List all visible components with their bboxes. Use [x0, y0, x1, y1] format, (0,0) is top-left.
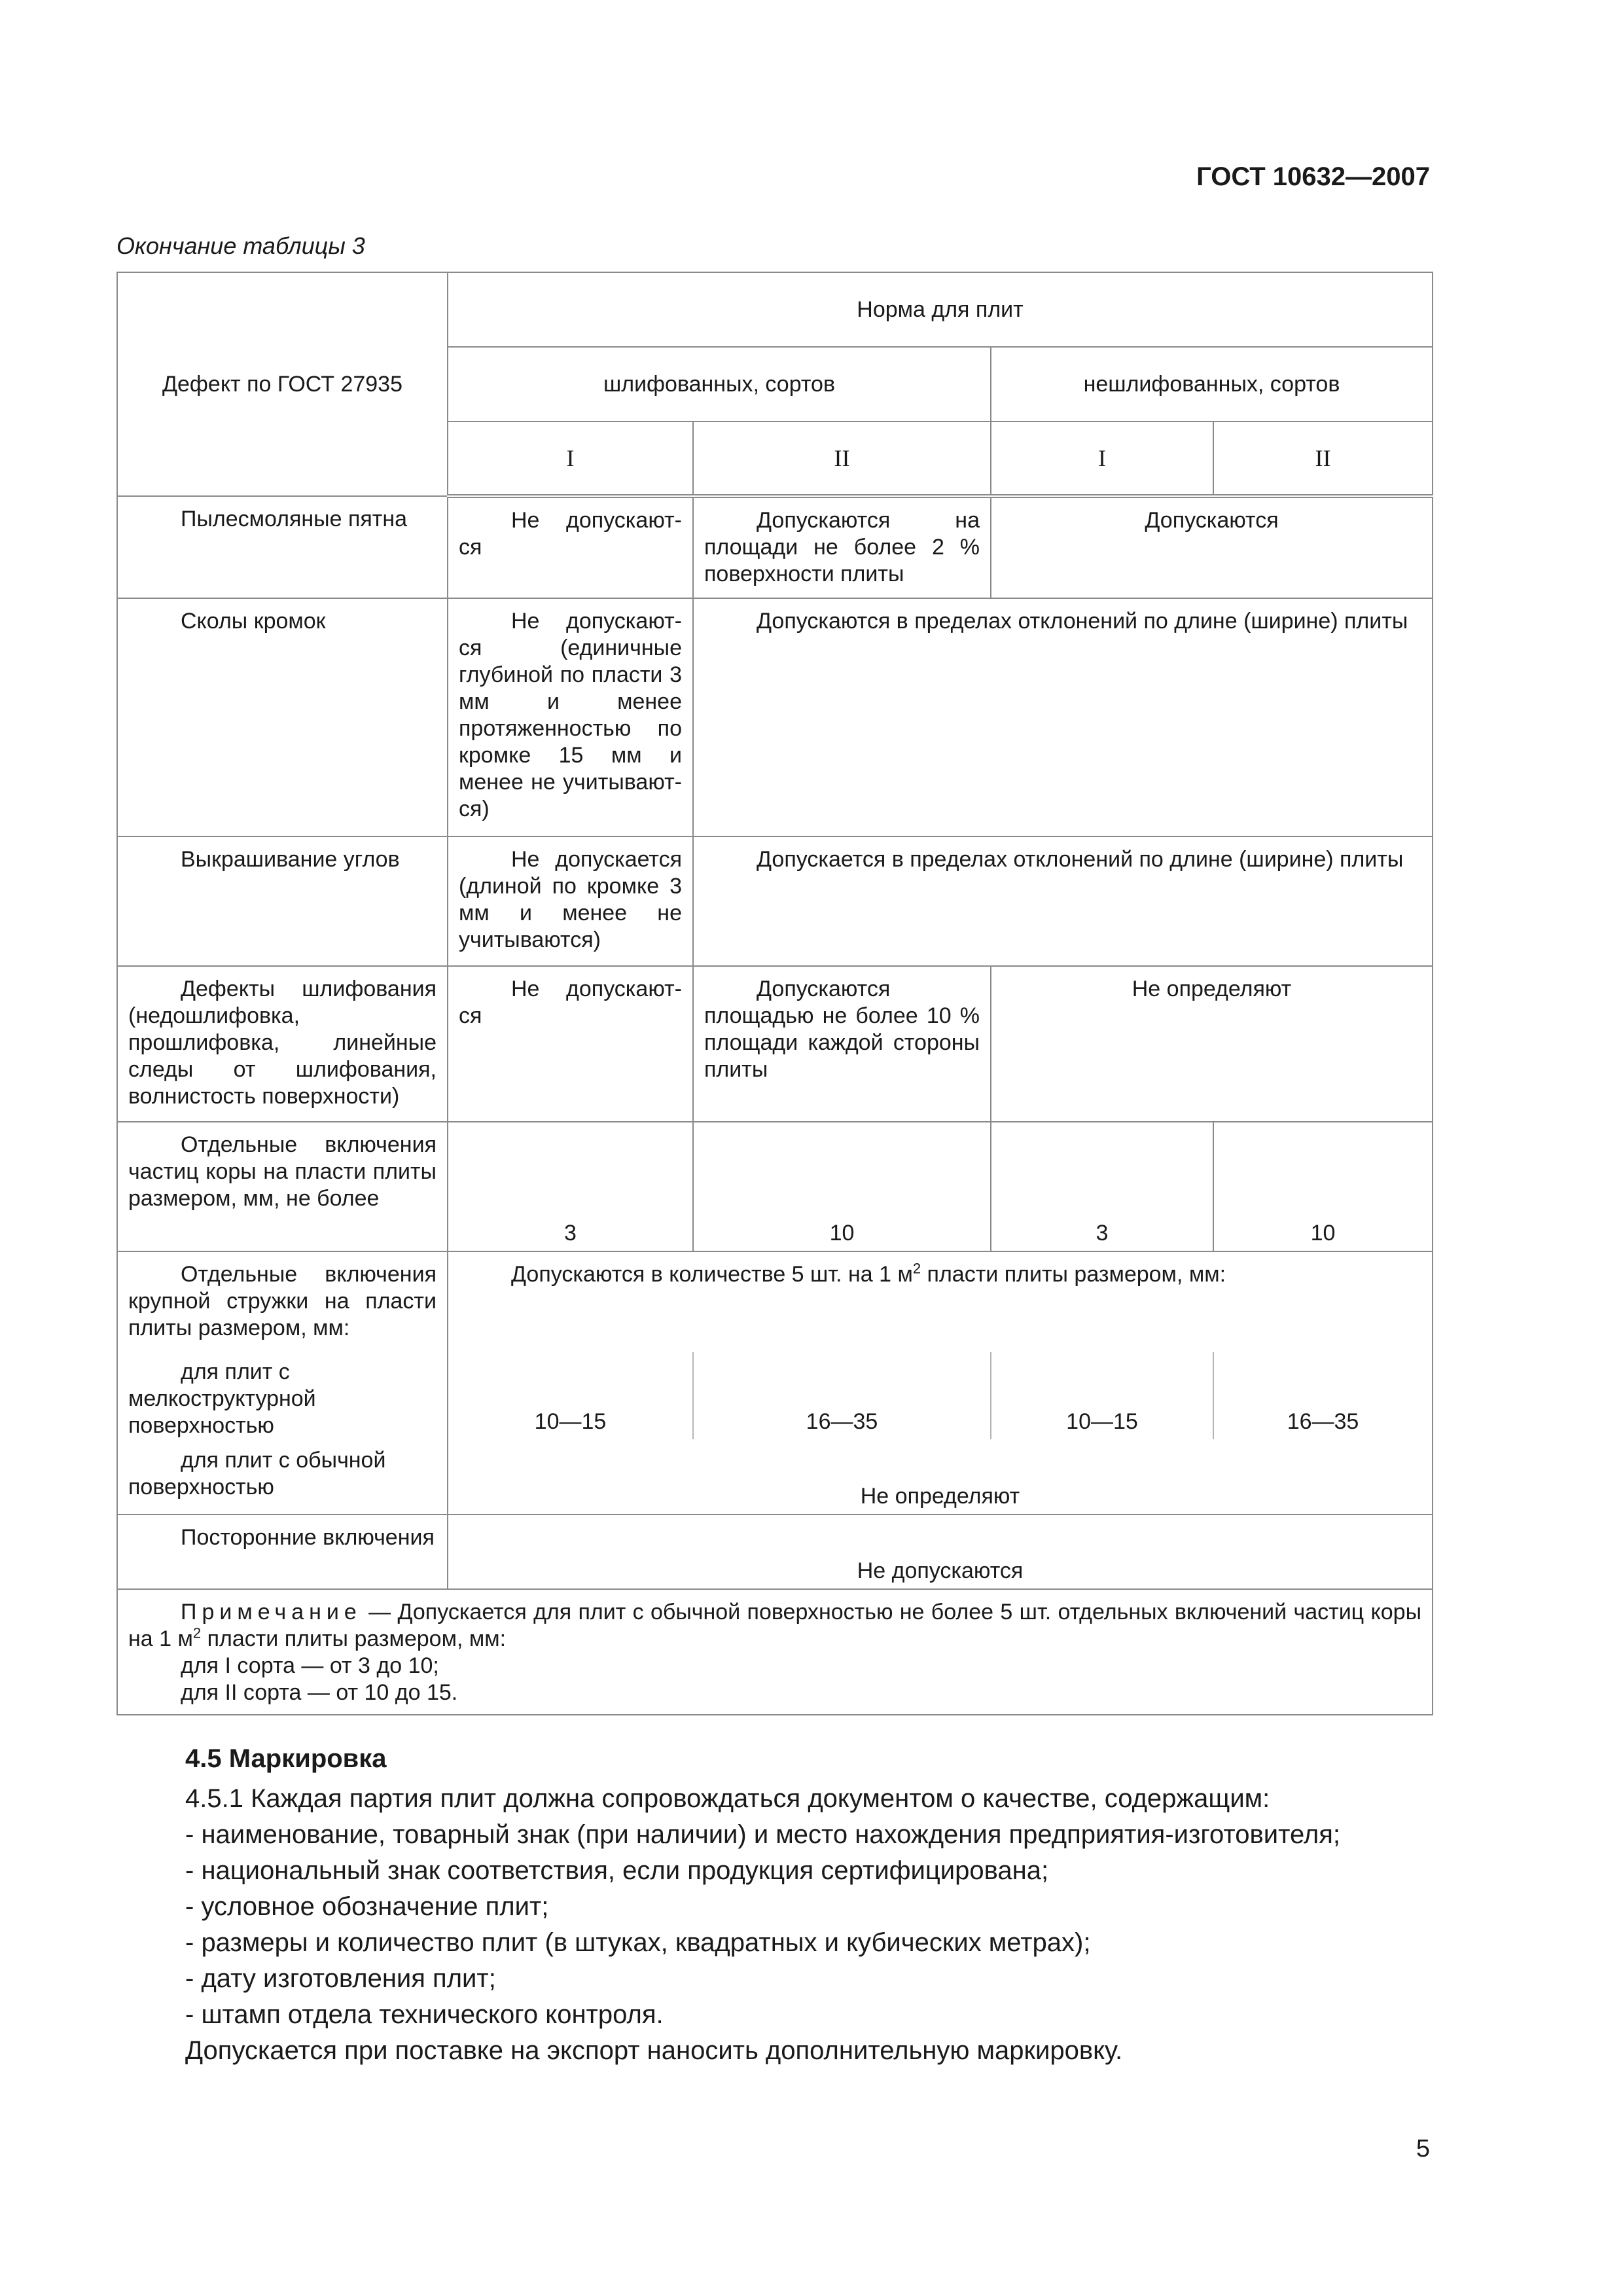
- norm-value: 3: [991, 1122, 1213, 1251]
- norm-cell: Допускается в пределах отклонений по длине (ширине) плиты: [693, 836, 1433, 966]
- norm-cell: [448, 1251, 1433, 1352]
- norm-value: 10—15: [448, 1352, 693, 1439]
- norm-cell: Допускаются: [991, 496, 1433, 598]
- list-item: - размеры и количество плит (в штуках, квадратных и кубических метрах);: [185, 1925, 1432, 1961]
- norm-cell: Не допускают-ся (единичные глубиной по пласти 3 мм и менее протяженностью по кромке 15 мм и менее не учитывают-ся): [448, 598, 693, 836]
- norm-value: 16—35: [1213, 1352, 1433, 1439]
- defect-name: Выкрашивание углов: [117, 836, 448, 966]
- section-closing: Допускается при поставке на экспорт наносить дополнительную маркировку.: [185, 2036, 1123, 2065]
- norm-value: 10—15: [991, 1352, 1213, 1439]
- norm-value: Не допускаются: [448, 1515, 1433, 1589]
- note-line: для II сорта — от 10 до 15.: [181, 1680, 458, 1705]
- norm-cell: Не определяют: [991, 966, 1433, 1122]
- norm-cell: Допускаются на площади не более 2 % поверхности плиты: [693, 496, 991, 598]
- list-item: - наименование, товарный знак (при наличии) и место нахождения предприятия-изготовителя;: [185, 1817, 1432, 1853]
- group-unsanded: нешлифованных, сортов: [991, 347, 1433, 422]
- table-note: [117, 1589, 1433, 1715]
- fine-surface-label: для плит с мелкоструктурной поверхностью: [117, 1352, 448, 1439]
- ordinary-surface-label: для плит с обычной поверхностью: [117, 1439, 448, 1515]
- defect-header: Дефект по ГОСТ 27935: [117, 272, 448, 496]
- standard-number: ГОСТ 10632—2007: [1196, 162, 1430, 191]
- marking-section: [185, 1741, 1432, 2069]
- defect-name: Дефекты шлифования (недошлифовка, прошлифовка, линейные следы от шлифования, волнистость поверхности): [117, 966, 448, 1122]
- note-text: Примечание — Допускается для плит с обычной поверхностью не более 5 шт. отдельных включений частиц коры на 1 $м^2$ пласти плиты размером, мм:: [128, 1600, 1422, 1651]
- table-caption: Окончание таблицы 3: [116, 232, 365, 259]
- chips-allowed-text: Допускаются в количестве 5 шт. на 1 $м^2$ пласти плиты размером, мм:: [511, 1260, 1226, 1287]
- section-intro: 4.5.1 Каждая партия плит должна сопровождаться документом о качестве, содержащим:: [185, 1784, 1270, 1813]
- norm-cell: Не допускается (длиной по кромке 3 мм и менее не учитываются): [448, 836, 693, 966]
- defect-name: Отдельные включения частиц коры на пласти плиты размером, мм, не более: [117, 1122, 448, 1251]
- norm-cell: Не допускают-ся: [448, 966, 693, 1122]
- section-list: [185, 1817, 1432, 2033]
- list-item: - дату изготовления плит;: [185, 1961, 1432, 1997]
- list-item: - условное обозначение плит;: [185, 1889, 1432, 1925]
- grade-header: II: [693, 422, 991, 496]
- list-item: - штамп отдела технического контроля.: [185, 1997, 1432, 2033]
- defects-table: [116, 272, 1433, 1715]
- norm-cell: Не допускают-ся: [448, 496, 693, 598]
- norm-value: Не определяют: [448, 1439, 1433, 1515]
- norm-cell: Допускаются площадью не более 10 % площади каждой стороны плиты: [693, 966, 991, 1122]
- grade-header: I: [448, 422, 693, 496]
- note-line: для I сорта — от 3 до 10;: [181, 1653, 439, 1678]
- grade-header: I: [991, 422, 1213, 496]
- norm-value: 10: [693, 1122, 991, 1251]
- norm-header: Норма для плит: [448, 272, 1433, 347]
- norm-cell: Допускаются в пределах отклонений по длине (ширине) плиты: [693, 598, 1433, 836]
- group-sanded: шлифованных, сортов: [448, 347, 991, 422]
- defect-name: Посторонние включения: [117, 1515, 448, 1589]
- norm-value: 10: [1213, 1122, 1433, 1251]
- list-item: - национальный знак соответствия, если продукция сертифицирована;: [185, 1853, 1432, 1889]
- norm-value: 16—35: [693, 1352, 991, 1439]
- defect-name: Сколы кромок: [117, 598, 448, 836]
- defect-name: Пылесмоляные пятна: [117, 496, 448, 598]
- grade-header: II: [1213, 422, 1433, 496]
- section-heading: 4.5 Маркировка: [185, 1744, 387, 1773]
- defect-name: Отдельные включения крупной стружки на пласти плиты размером, мм:: [117, 1251, 448, 1352]
- note-lead: Примечание: [181, 1600, 362, 1624]
- page-number: 5: [1416, 2135, 1430, 2162]
- norm-value: 3: [448, 1122, 693, 1251]
